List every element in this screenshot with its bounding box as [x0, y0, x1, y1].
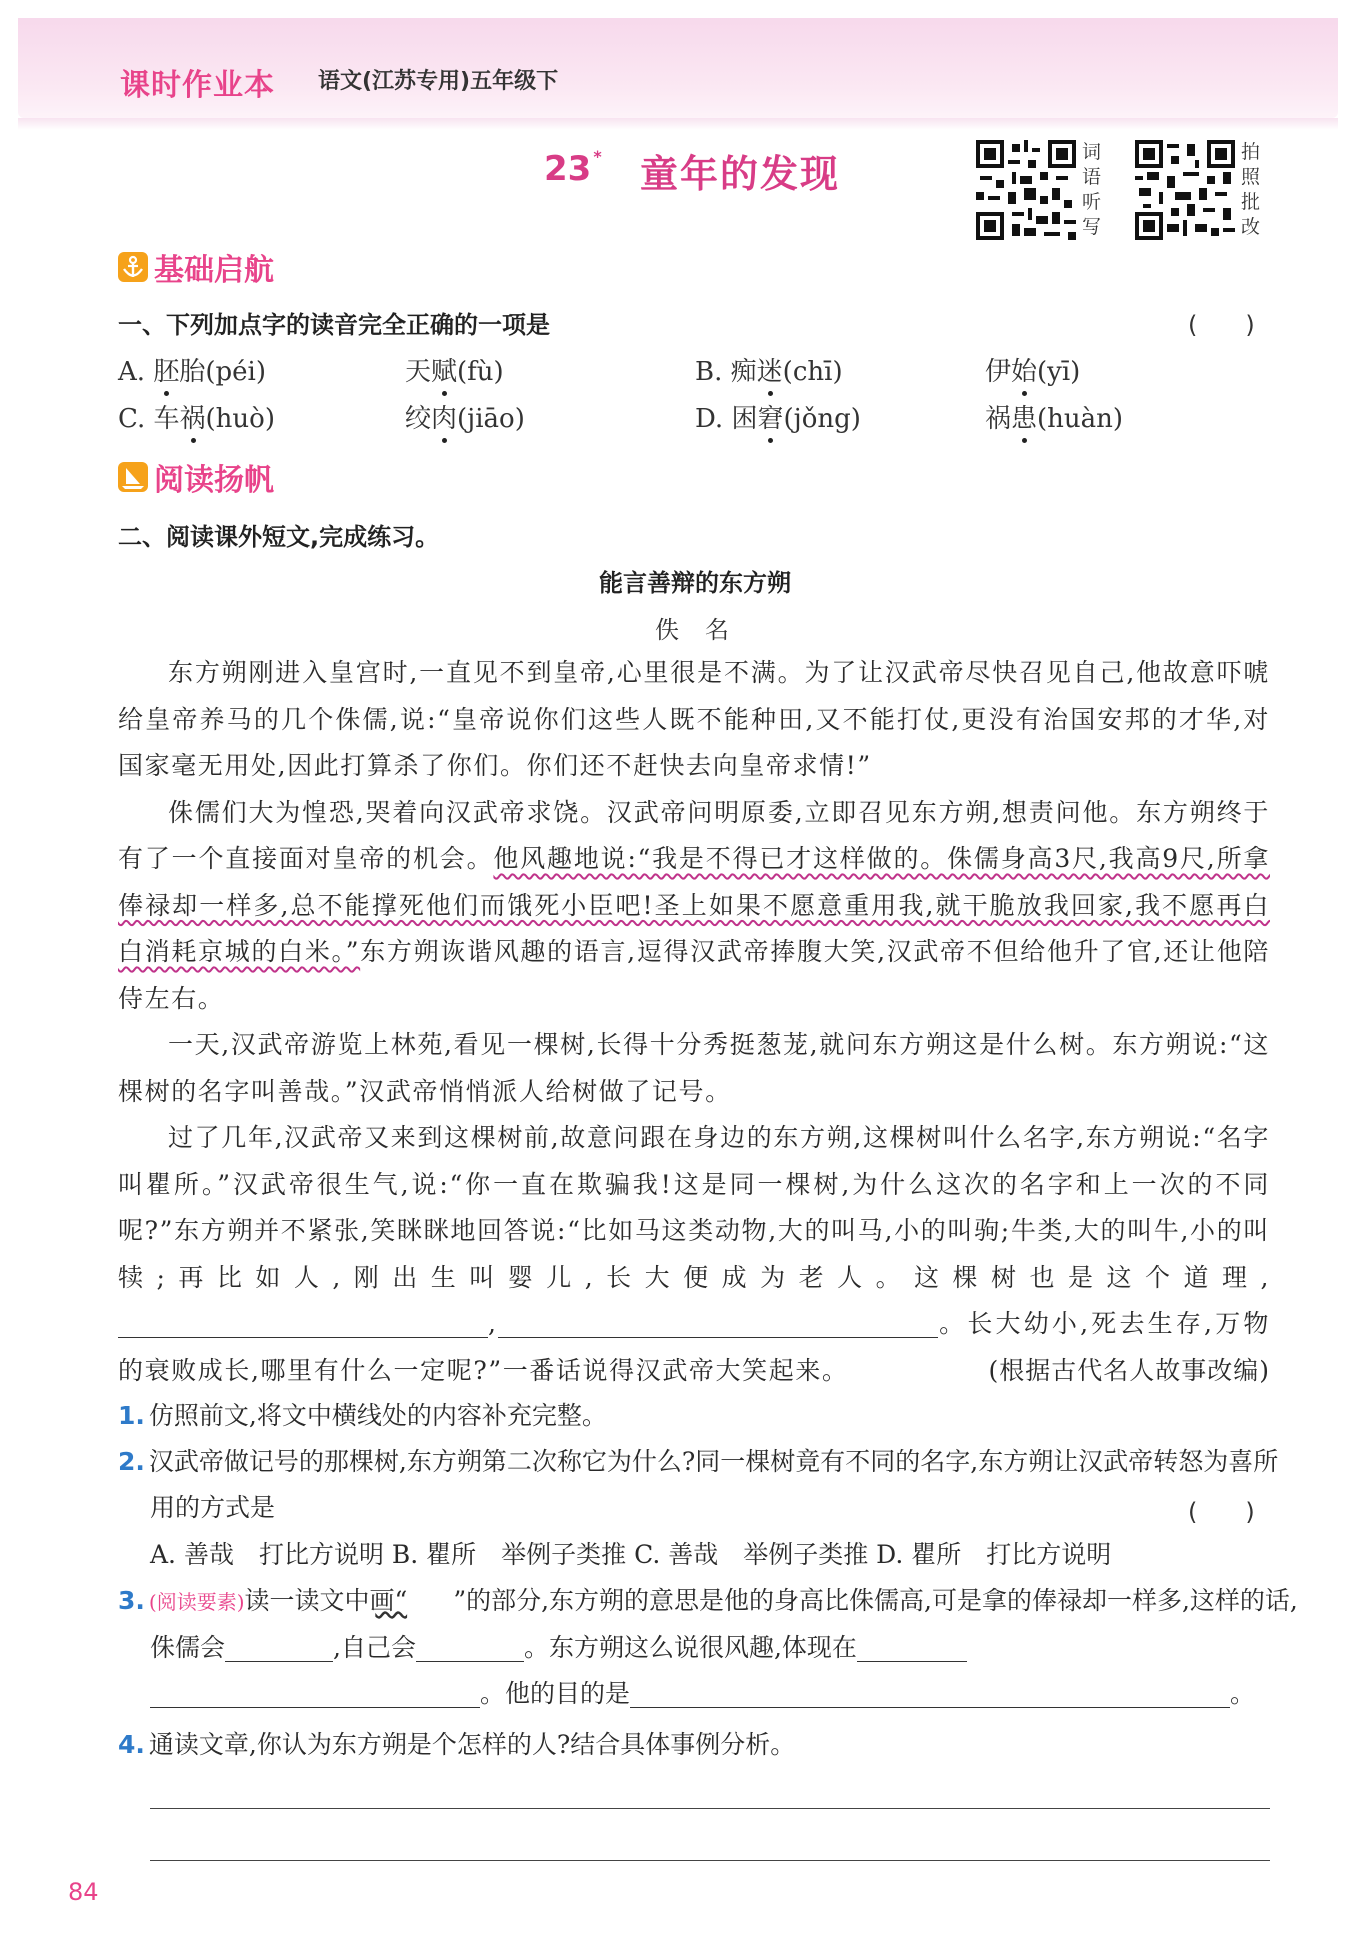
fill-blank-5a[interactable] [857, 1631, 967, 1662]
question-2-stem: 二、阅读课外短文,完成练习。 [118, 523, 440, 551]
qr-code-photo-grading[interactable] [1135, 140, 1235, 240]
section-basics: 基础启航 [118, 245, 274, 289]
lesson-title: 童年的发现 [640, 152, 841, 196]
subquestion-2: 2. 汉武帝做记号的那棵树,东方朔第二次称它为什么?同一棵树竟有不同的名字,东方朔让汉武帝转怒为喜所用的方式是 [118, 1447, 1279, 1522]
q1-option-c[interactable]: C. 车祸(huò) [118, 398, 275, 435]
answer-bracket-sq2[interactable]: ( ) [1188, 1498, 1255, 1526]
subquestion-2-options[interactable]: A. 善哉 打比方说明 B. 瞿所 举例子类推 C. 善哉 举例子类推 D. 瞿所 打比方说明 [150, 1540, 1112, 1569]
page-number: 84 [68, 1878, 99, 1906]
section-reading: 阅读扬帆 [118, 455, 274, 499]
q1-option-b[interactable]: B. 痴迷(chī) [695, 351, 843, 388]
qr-code-dictation[interactable] [976, 140, 1076, 240]
subquestion-4: 4. 通读文章,你认为东方朔是个怎样的人?结合具体事例分析。 [118, 1730, 796, 1759]
fill-blank-5b[interactable] [150, 1677, 480, 1708]
q1-option-b-word2: 伊始(yī) [985, 351, 1080, 388]
fill-blank-3[interactable] [225, 1631, 333, 1662]
fill-blank-1[interactable] [118, 1307, 488, 1338]
lesson-number: 23 * [544, 147, 602, 189]
series-subtitle: 语文(江苏专用)五年级下 [318, 69, 559, 94]
article-title: 能言善辩的东方朔 [599, 569, 791, 597]
qr-code-icon [976, 140, 1076, 240]
fill-blank-6[interactable] [630, 1677, 1230, 1708]
paragraph-2: 侏儒们大为惶恐,哭着向汉武帝求饶。汉武帝问明原委,立即召见东方朔,想责问他。东方朔终于有了一个直接面对皇帝的机会。他风趣地说:“我是不得已才这样做的。侏儒身高3尺,我高9尺,所拿俸禄却一样多,总不能撑死他们而饿死小臣吧!圣上如果不愿意重用我,就干脆放我回家,我不愿再白白消耗京城的白米。”东方朔诙谐风趣的语言,逗得汉武帝捧腹大笑,汉武帝不但给他升了官,还让他陪侍左右。 [118, 797, 1270, 1013]
q1-option-d[interactable]: D. 困窘(jǒng) [695, 398, 861, 435]
qr-label-dictation: 词 语 听 写 [1082, 141, 1102, 238]
subquestion-1: 1. 仿照前文,将文中横线处的内容补充完整。 [118, 1401, 607, 1430]
series-title: 课时作业本 [120, 68, 275, 103]
article-source: (根据古代名人故事改编) [988, 1355, 1270, 1385]
sail-icon [118, 462, 148, 492]
paragraph-1: 东方朔刚进入皇宫时,一直见不到皇帝,心里很是不满。为了让汉武帝尽快召见自己,他故意吓唬给皇帝养马的几个侏儒,说:“皇帝说你们这些人既不能种田,又不能打仗,更没有治国安邦的才华,对国家毫无用处,因此打算杀了你们。你们还不赶快去向皇帝求情!” [118, 658, 1270, 780]
paragraph-4: 过了几年,汉武帝又来到这棵树前,故意问跟在身边的东方朔,这棵树叫什么名字,东方朔说:“名字叫瞿所。”汉武帝很生气,说:“你一直在欺骗我!这是同一棵树,为什么这次的名字和上一次的不同呢?”东方朔并不紧张,笑眯眯地回答说:“比如马这类动物,大的叫马,小的叫驹;牛类,大的叫牛,小的叫犊;再比如人,刚出生叫婴儿,长大便成为老人。这棵树也是这个道理,, 。长大幼小,死去生存,万物的衰败成长,哪里有什么一定呢?”一番话说得汉武帝大笑起来。 (根据古代名人故事改编) [118, 1115, 1270, 1394]
answer-bracket-q1[interactable]: ( ) [1188, 311, 1255, 339]
q1-option-a[interactable]: A. 胚胎(péi) [118, 351, 266, 388]
q1-option-d-word2: 祸患(huàn) [985, 398, 1123, 435]
paragraph-3: 一天,汉武帝游览上林苑,看见一棵树,长得十分秀挺葱茏,就问东方朔这是什么树。东方朔说:“这棵树的名字叫善哉。”汉武帝悄悄派人给树做了记号。 [118, 1030, 1270, 1106]
qr-code-icon [1135, 140, 1235, 240]
qr-label-photo-grading: 拍 照 批 改 [1241, 141, 1261, 238]
article-author: 佚名 [655, 616, 755, 644]
q1-option-c-word2: 绞肉(jiāo) [405, 398, 525, 435]
answer-line-2[interactable] [150, 1860, 1270, 1861]
anchor-icon [118, 252, 148, 282]
answer-line-1[interactable] [150, 1808, 1270, 1809]
wavy-line-sample [407, 1578, 453, 1624]
q1-option-a-word2: 天赋(fù) [405, 351, 504, 388]
wavy-underlined-passage: 他风趣地说:“我是不得已才这样做的。侏儒身高3尺,我高9尺,所拿俸禄却一样多,总不能撑死他们而饿死小臣吧!圣上如果不愿意重用我,就干脆放我回家,我不愿再白白消耗京城的白米。” [118, 844, 1270, 966]
article-body [118, 650, 1270, 1394]
subquestion-3: 3. (阅读要素)读一读文中画“ ”的部分,东方朔的意思是他的身高比侏儒高,可是拿的俸禄却一样多,这样的话,侏儒会 ,自己会 。东方朔这么说很风趣,体现在 。他的目的是 。 [118, 1578, 1302, 1717]
reading-element-tag: (阅读要素) [148, 1590, 245, 1614]
question-1-stem: 一、下列加点字的读音完全正确的一项是 [118, 311, 550, 339]
fill-blank-4[interactable] [416, 1631, 524, 1662]
fill-blank-2[interactable] [498, 1307, 938, 1338]
